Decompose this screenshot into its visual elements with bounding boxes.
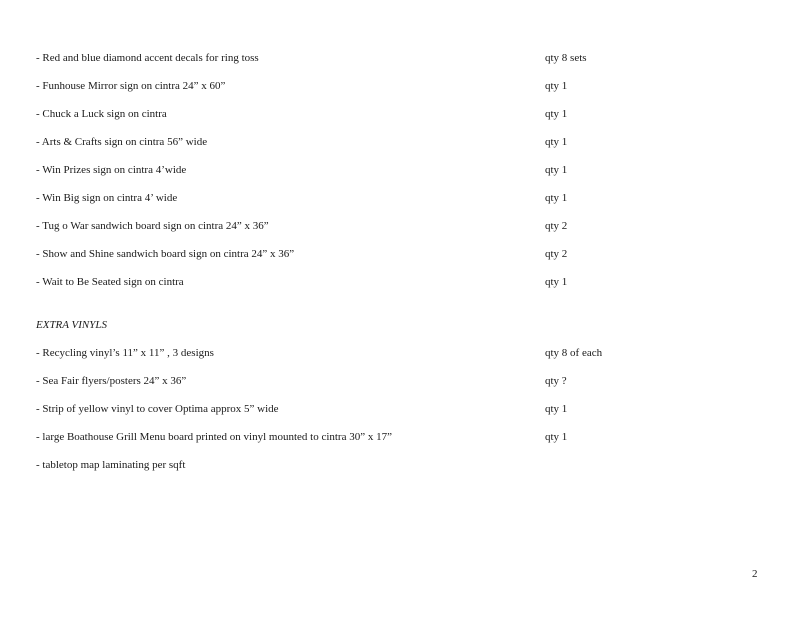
item-description: - Sea Fair flyers/posters 24” x 36” [36,375,187,387]
list-item [36,374,736,402]
section-heading-text: EXTRA VINYLS [36,319,108,331]
list-item [36,247,736,275]
item-description: - Strip of yellow vinyl to cover Optima approx 5” wide [36,403,279,415]
list-item [36,51,736,79]
item-quantity: qty 1 [545,136,568,148]
item-quantity: qty 1 [545,192,568,204]
item-description: - Chuck a Luck sign on cintra [36,108,167,120]
item-description: - Wait to Be Seated sign on cintra [36,276,184,288]
item-description: - Tug o War sandwich board sign on cintra 24” x 36” [36,220,269,232]
item-list [36,51,736,486]
item-quantity: qty 2 [545,220,568,232]
item-quantity: qty ? [545,375,567,387]
list-item [36,430,736,458]
item-quantity: qty 2 [545,248,568,260]
item-description: - Show and Shine sandwich board sign on cintra 24” x 36” [36,248,295,260]
list-item [36,191,736,219]
list-item [36,219,736,247]
list-item [36,135,736,163]
item-quantity: qty 1 [545,80,568,92]
item-quantity: qty 1 [545,108,568,120]
list-item [36,458,736,486]
list-item [36,163,736,191]
section-spacer [36,303,736,318]
item-quantity: qty 1 [545,164,568,176]
list-item [36,402,736,430]
item-description: - Win Big sign on cintra 4’ wide [36,192,178,204]
item-quantity: qty 8 of each [545,347,603,359]
item-description: - Arts & Crafts sign on cintra 56” wide [36,136,208,148]
item-description: - Recycling vinyl’s 11” x 11” , 3 designs [36,347,214,359]
list-item [36,275,736,303]
item-description: - large Boathouse Grill Menu board printed on vinyl mounted to cintra 30” x 17” [36,431,392,443]
item-description: - Funhouse Mirror sign on cintra 24” x 60” [36,80,226,92]
list-item [36,107,736,135]
item-quantity: qty 1 [545,276,568,288]
list-item [36,79,736,107]
page-number: 2 [752,568,758,580]
section-heading-extra-vinyls [36,318,736,346]
item-quantity: qty 8 sets [545,52,587,64]
item-quantity: qty 1 [545,403,568,415]
item-description: - Red and blue diamond accent decals for ring toss [36,52,259,64]
item-quantity: qty 1 [545,431,568,443]
item-description: - tabletop map laminating per sqft [36,459,186,471]
item-description: - Win Prizes sign on cintra 4’wide [36,164,187,176]
list-item [36,346,736,374]
